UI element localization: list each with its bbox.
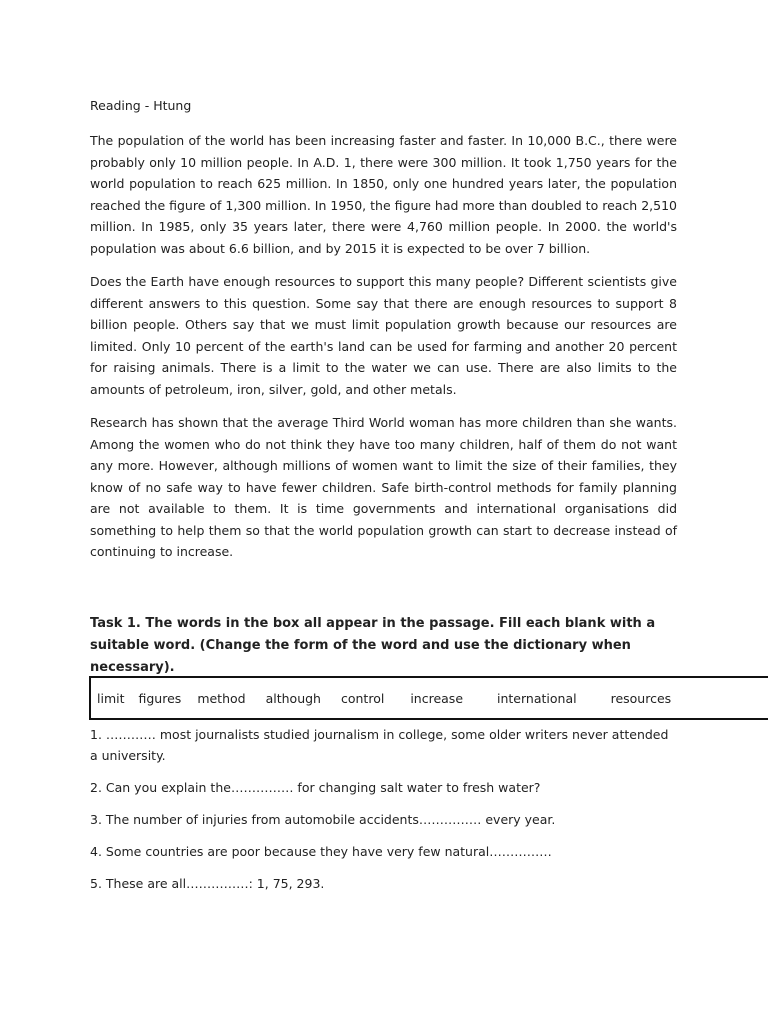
paragraph-1: The population of the world has been increasing faster and faster. In 10,000 B.C., there were probably only 10 million people. In A.D. 1, there were 300 million. It took 1,750 years for the world population to reach 625 million. In 1850, only one hundred years later, the population reached the figure of 1,300 million. In 1950, the figure had more than doubled to reach 2,510 million. In 1985, only 35 years later, there were 4,760 million people. In 2000. the world's population was about 6.6 billion, and by 2015 it is expected to be over 7 billion. xyxy=(90,133,677,256)
word-control: control xyxy=(340,690,385,706)
exercise-1: 1. ………… most journalists studied journalism in college, some older writers never attended a university. xyxy=(90,727,669,763)
document-title: Reading - Htung xyxy=(90,98,192,113)
word-although: although xyxy=(265,690,321,706)
word-increase: increase xyxy=(410,690,464,706)
exercise-2: 2. Can you explain the…………… for changing salt water to fresh water? xyxy=(90,780,541,795)
word-figures: figures xyxy=(138,690,182,706)
paragraph-2: Does the Earth have enough resources to support this many people? Different scientists give different answers to this question. Some say that there are enough resources to support 8 billion people. Others say that we must limit population growth because our resources are limited. Only 10 percent of the earth's land can be used for farming and another 20 percent for raising animals. There is a limit to the water we can use. There are also limits to the amounts of petroleum, iron, silver, gold, and other metals. xyxy=(90,274,677,397)
word-international: international xyxy=(497,690,577,706)
word-resources: resources xyxy=(610,690,672,706)
exercise-3: 3. The number of injuries from automobile accidents…………… every year. xyxy=(90,812,556,827)
exercise-list xyxy=(90,724,670,905)
task-heading: Task 1. The words in the box all appear in the passage. Fill each blank with a suitable word. (Change the form of the word and use the dictionary when necessary). xyxy=(90,616,656,675)
exercise-5: 5. These are all……………: 1, 75, 293. xyxy=(90,876,325,891)
reading-passage xyxy=(90,96,677,575)
word-method: method xyxy=(197,690,246,706)
word-limit: limit xyxy=(97,690,125,706)
paragraph-3: Research has shown that the average Third World woman has more children than she wants. Among the women who do not think they have too many children, half of them do not want any more. However, although millions of women want to limit the size of their families, they know of no safe way to have fewer children. Safe birth-control methods for family planning are not available to them. It is time governments and international organisations did something to help them so that the world population growth can start to decrease instead of continuing to increase. xyxy=(90,415,677,559)
exercise-4: 4. Some countries are poor because they have very few natural…………… xyxy=(90,844,552,859)
word-box xyxy=(89,676,768,720)
